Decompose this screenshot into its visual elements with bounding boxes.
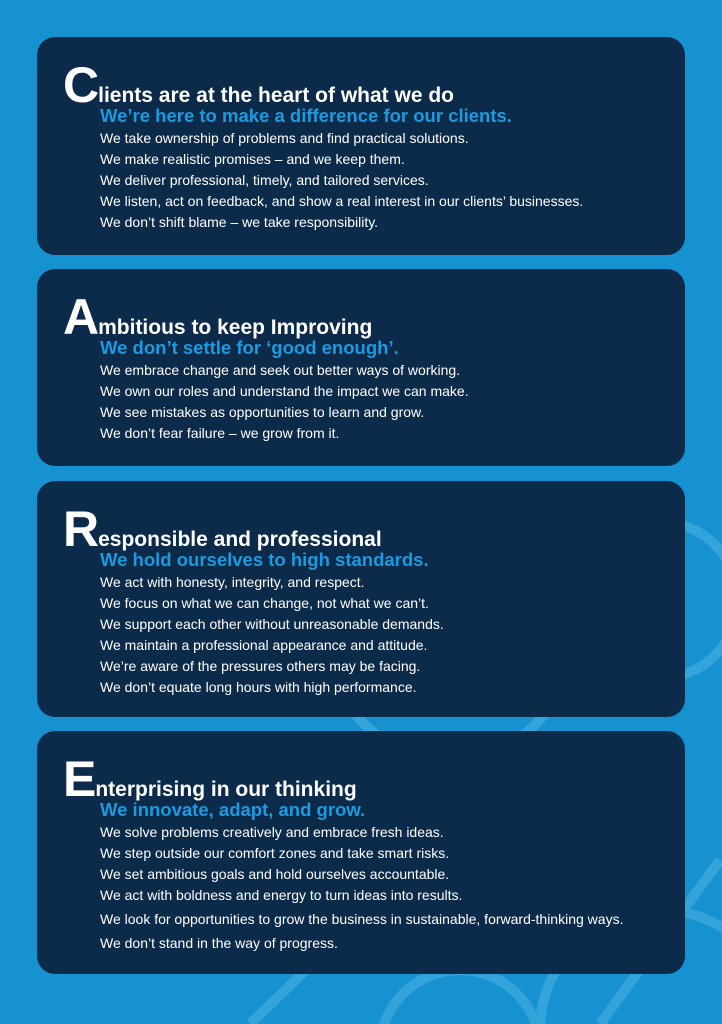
value-card-clients: [37, 37, 685, 255]
value-statement: We focus on what we can change, not what we can’t.: [100, 595, 429, 611]
heading-initial-letter: R: [63, 501, 99, 557]
value-statement: We listen, act on feedback, and show a real interest in our clients’ businesses.: [100, 193, 584, 209]
value-statement: We set ambitious goals and hold ourselves accountable.: [100, 866, 450, 882]
value-statement: We don’t stand in the way of progress.: [100, 935, 338, 951]
card-subtitle: We innovate, adapt, and grow.: [100, 799, 366, 820]
value-statement: We own our roles and understand the impact we can make.: [100, 383, 469, 399]
card-heading: [63, 501, 685, 557]
value-card-ambitious: [37, 269, 685, 466]
value-statement: We don’t equate long hours with high performance.: [100, 679, 417, 695]
heading-text: lients are at the heart of what we do: [98, 84, 455, 107]
value-statement: We’re aware of the pressures others may be facing.: [100, 658, 421, 674]
value-statement: We maintain a professional appearance and attitude.: [100, 637, 428, 653]
card-subtitle: We hold ourselves to high standards.: [100, 549, 429, 570]
card-subtitle: We’re here to make a difference for our clients.: [100, 105, 512, 126]
value-statement: We act with honesty, integrity, and respect.: [100, 574, 365, 590]
value-statement: We support each other without unreasonable demands.: [100, 616, 444, 632]
value-statement: We embrace change and seek out better ways of working.: [100, 362, 461, 378]
value-statements: [100, 128, 685, 233]
value-statement: We step outside our comfort zones and take smart risks.: [100, 845, 450, 861]
heading-initial-letter: A: [63, 289, 99, 345]
heading-initial-letter: E: [63, 751, 96, 807]
heading-text: nterprising in our thinking: [95, 778, 357, 801]
heading-initial-letter: C: [63, 57, 99, 113]
value-statement: We don’t shift blame – we take responsibility.: [100, 214, 379, 230]
value-statement: We look for opportunities to grow the business in sustainable, forward-thinking ways.: [100, 911, 624, 927]
value-card-responsible: [37, 481, 685, 717]
card-subtitle: We don’t settle for ‘good enough’.: [100, 337, 399, 358]
value-statement: We solve problems creatively and embrace fresh ideas.: [100, 824, 444, 840]
card-heading: [63, 57, 685, 113]
value-statement: We don’t fear failure – we grow from it.: [100, 425, 340, 441]
heading-text: mbitious to keep Improving: [98, 316, 373, 339]
value-statement: We see mistakes as opportunities to learn and grow.: [100, 404, 425, 420]
value-card-enterprising: [37, 731, 685, 974]
heading-text: esponsible and professional: [98, 528, 382, 551]
value-statement: We make realistic promises – and we keep them.: [100, 151, 405, 167]
value-statement: We deliver professional, timely, and tailored services.: [100, 172, 429, 188]
value-statements: [100, 822, 685, 954]
value-statement: We act with boldness and energy to turn ideas into results.: [100, 887, 463, 903]
card-heading: [63, 751, 685, 807]
card-heading: [63, 289, 685, 345]
value-statement: We take ownership of problems and find practical solutions.: [100, 130, 469, 146]
value-statements: [100, 360, 685, 444]
value-statements: [100, 572, 685, 698]
